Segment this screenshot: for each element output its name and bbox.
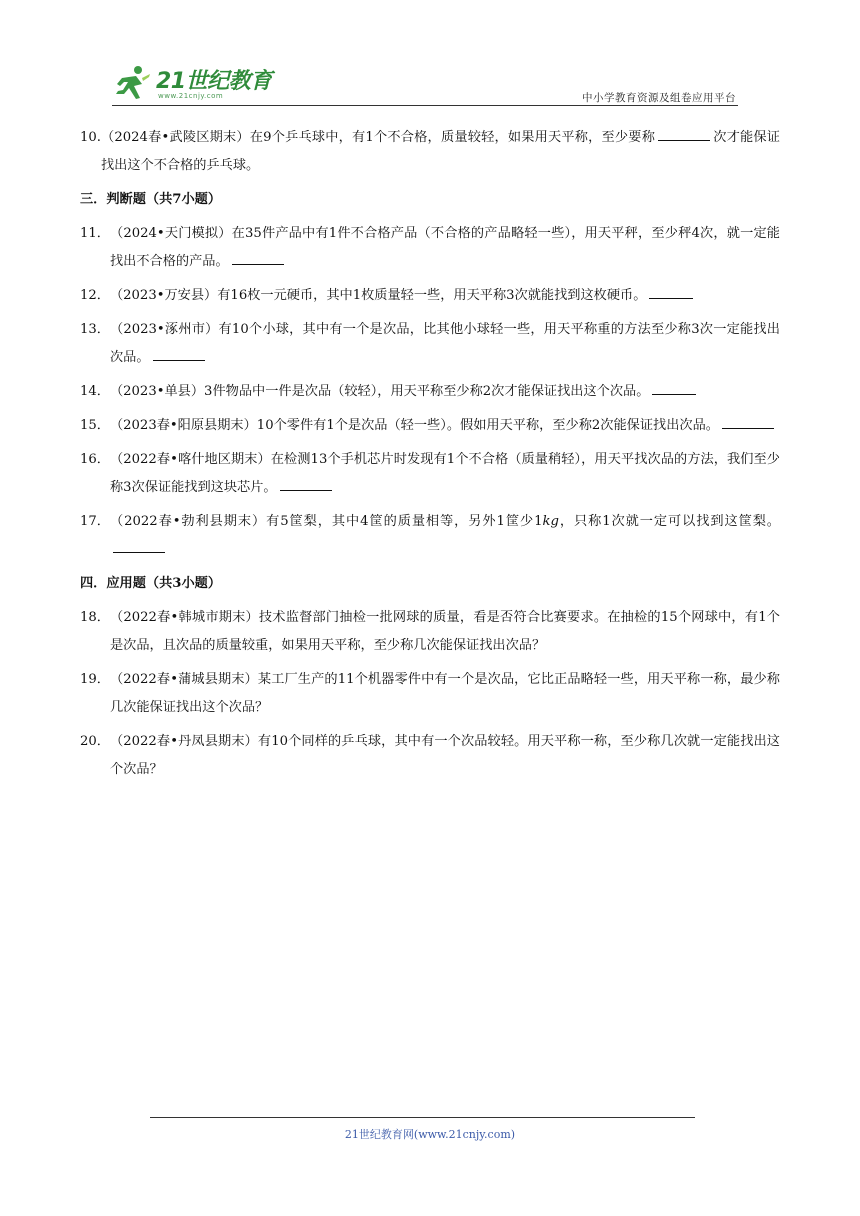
question-text: （2022春•勃利县期末）有5筐梨，其中4筐的质量相等，另外1筐少1kg，只称1次就一定可以找到这筐梨。 [110,508,780,564]
question-15 [80,412,780,440]
question-number: 10. [80,130,101,145]
answer-blank[interactable] [232,250,284,265]
question-12 [80,282,780,310]
logo-url: www.21cnjy.com [158,92,224,100]
question-text: （2023•单县）3件物品中一件是次品（较轻），用天平称至少称2次才能保证找出这个次品。 [110,378,780,406]
question-number: 14． [80,384,110,399]
answer-blank[interactable] [658,126,710,141]
section-title-application: 四．应用题（共3小题） [80,576,222,591]
answer-blank[interactable] [652,380,696,395]
answer-blank[interactable] [113,538,165,553]
section-title-judgement: 三．判断题（共7小题） [80,192,222,207]
answer-blank[interactable] [280,476,332,491]
question-16 [80,446,780,502]
question-text: （2024春•武陵区期末）在9个乒乓球中，有1个不合格，质量较轻，如果用天平称，至少要称 次才能保证找出这个不合格的乒乓球。 [101,124,780,180]
answer-blank[interactable] [649,284,693,299]
question-text: （2023•涿州市）有10个小球，其中有一个是次品，比其他小球轻一些，用天平称重的方法至少称3次一定能找出次品。 [109,322,780,365]
footer-divider [150,1117,695,1118]
question-number: 16． [80,452,110,467]
question-number: 20． [80,734,110,749]
question-10 [80,124,780,180]
question-number: 13． [80,322,110,337]
question-18 [80,604,780,660]
question-14 [80,378,780,406]
question-text: （2022春•蒲城县期末）某工厂生产的11个机器零件中有一个是次品，它比正品略轻一些，用天平称一称，最少称几次能保证找出这个次品？ [109,672,780,715]
question-number: 11． [80,226,110,241]
logo-text: 21世纪教育 [156,69,272,94]
question-number: 12． [80,288,110,303]
question-17 [80,508,780,564]
answer-blank[interactable] [722,414,774,429]
page-header [0,0,860,110]
header-slogan: 中小学教育资源及组卷应用平台 [582,92,736,104]
answer-blank[interactable] [153,346,205,361]
question-number: 19． [80,672,110,687]
question-text: （2022春•丹凤县期末）有10个同样的乒乓球，其中有一个次品较轻。用天平称一称，至少称几次就一定能找出这个次品？ [109,734,780,777]
question-19 [80,666,780,722]
question-text: （2024•天门模拟）在35件产品中有1件不合格产品（不合格的产品略轻一些），用天平秤，至少秤4次，就一定能找出不合格的产品。 [109,226,780,269]
question-number: 17． [80,514,110,529]
header-divider [112,105,738,106]
unit-kg: kg [542,514,559,529]
question-number: 15． [80,418,110,433]
question-text: （2023春•阳原县期末）10个零件有1个是次品（轻一些）。假如用天平称，至少称2次能保证找出次品。 [110,412,780,440]
runner-logo-icon [112,64,152,102]
question-content [80,124,780,790]
logo [112,64,272,104]
question-text: （2022春•韩城市期末）技术监督部门抽检一批网球的质量，看是否符合比赛要求。在抽检的15个网球中，有1个是次品，且次品的质量较重，如果用天平称，至少称几次能保证找出次品？ [109,610,780,653]
question-13 [80,316,780,372]
question-11 [80,220,780,276]
question-20 [80,728,780,784]
question-number: 18． [80,610,110,625]
question-text: （2022春•喀什地区期末）在检测13个手机芯片时发现有1个不合格（质量稍轻），用天平找次品的方法，我们至少称3次保证能找到这块芯片。 [109,452,780,495]
footer-text: 21世纪教育网(www.21cnjy.com) [344,1128,516,1141]
question-text: （2023•万安县）有16枚一元硬币，其中1枚质量轻一些，用天平称3次就能找到这枚硬币。 [110,282,780,310]
